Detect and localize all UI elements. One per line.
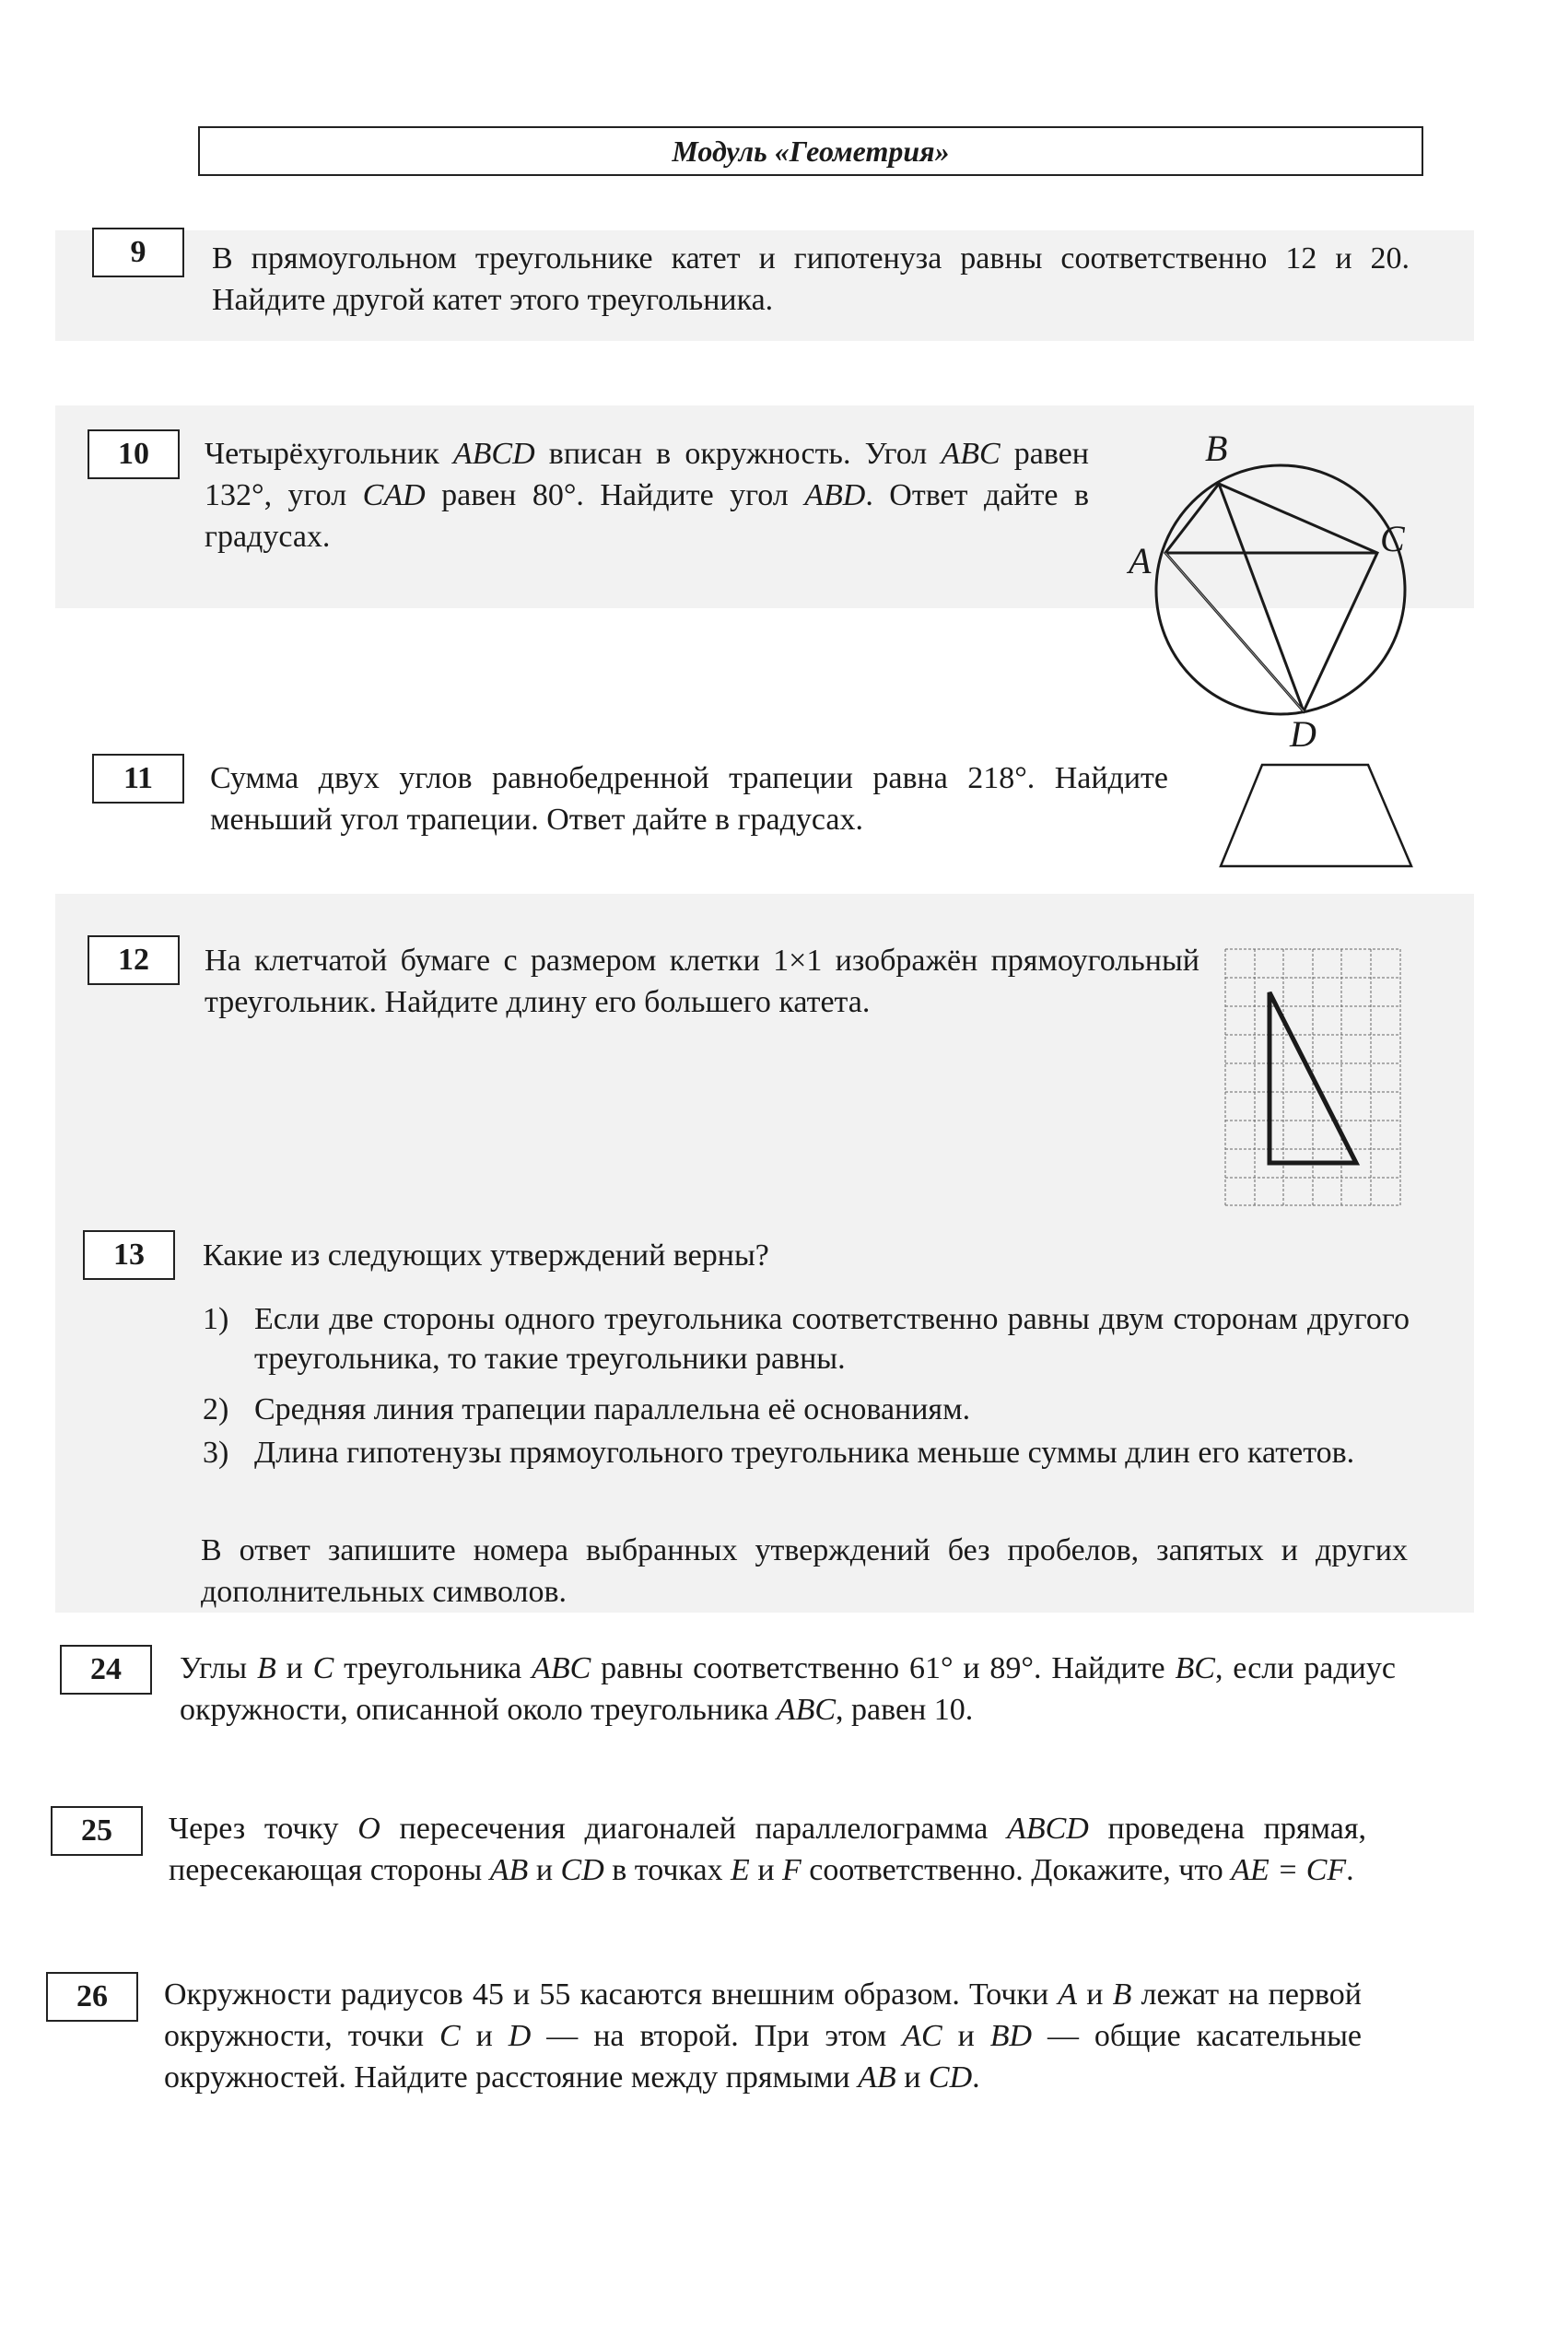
diagonal-bd [1219, 484, 1304, 711]
problem-13-instruction: В ответ запишите номера выбранных утверждений без пробелов, запятых и других дополнительных символов. [201, 1533, 1408, 1609]
problem-number-10: 10 [88, 429, 180, 479]
problem-11-text: Сумма двух углов равнобедренной трапеции равна 218°. Найдите меньший угол трапеции. Ответ дайте в градусах. [210, 761, 1168, 837]
grid-triangle-figure [1225, 949, 1410, 1207]
label-c: C [1380, 518, 1405, 559]
quadrilateral-abcd [1165, 484, 1377, 711]
trapezoid [1221, 765, 1411, 866]
label-d: D [1290, 713, 1316, 755]
module-header: Модуль «Геометрия» [198, 126, 1423, 176]
problem-number-11: 11 [92, 754, 184, 804]
problem-26-text: Окружности радиусов 45 и 55 касаются внешним образом. Точки A и B лежат на первой окружности, точки C и D — на второй. При этом AC и BD — общие касательные окружностей. Найдите расстояние между прямыми AB и CD. [164, 1977, 1363, 2095]
label-b: B [1205, 428, 1228, 469]
trapezoid-figure [1216, 760, 1419, 871]
right-triangle [1270, 992, 1356, 1163]
problem-24-text: Углы B и C треугольника ABC равны соответственно 61° и 89°. Найдите BC, если радиус окружности, описанной около треугольника ABC, равен 10. [180, 1651, 1396, 1727]
problem-number-9: 9 [92, 228, 184, 277]
problem-number-12: 12 [88, 935, 180, 985]
list-item: 3) Длина гипотенузы прямоугольного треугольника меньше суммы длин его катетов. [203, 1436, 1355, 1470]
label-a: A [1129, 540, 1152, 581]
problem-12-text: На клетчатой бумаге с размером клетки 1×1 изображён прямоугольный треугольник. Найдите длину его большего катета. [205, 944, 1199, 1019]
problem-10-text: Четырёхугольник ABCD вписан в окружность. Угол ABC равен 132°, угол CAD равен 80°. Найдите угол ABD. Ответ дайте в градусах. [205, 437, 1090, 554]
circumcircle [1156, 465, 1405, 714]
list-item: 1) Если две стороны одного треугольника соответственно равны двум сторонам другого треугольника, то такие треугольники равны. [203, 1302, 1410, 1376]
problem-25-text: Через точку O пересечения диагоналей параллелограмма ABCD проведена прямая, пересекающая стороны AB и CD в точках E и F соответственно. Докажите, что AE = CF. [169, 1812, 1366, 1887]
inscribed-quadrilateral-figure [1124, 428, 1437, 755]
problem-number-25: 25 [51, 1806, 143, 1856]
problem-number-13: 13 [83, 1230, 175, 1280]
problem-number-24: 24 [60, 1645, 152, 1695]
problem-number-26: 26 [46, 1972, 138, 2022]
list-item: 2) Средняя линия трапеции параллельна её основаниям. [203, 1392, 971, 1426]
problem-9-text: В прямоугольном треугольнике катет и гипотенуза равны соответственно 12 и 20. Найдите другой катет этого треугольника. [212, 241, 1410, 317]
pencil-mark [1165, 553, 1304, 711]
problem-13-question: Какие из следующих утверждений верны? [203, 1238, 769, 1273]
